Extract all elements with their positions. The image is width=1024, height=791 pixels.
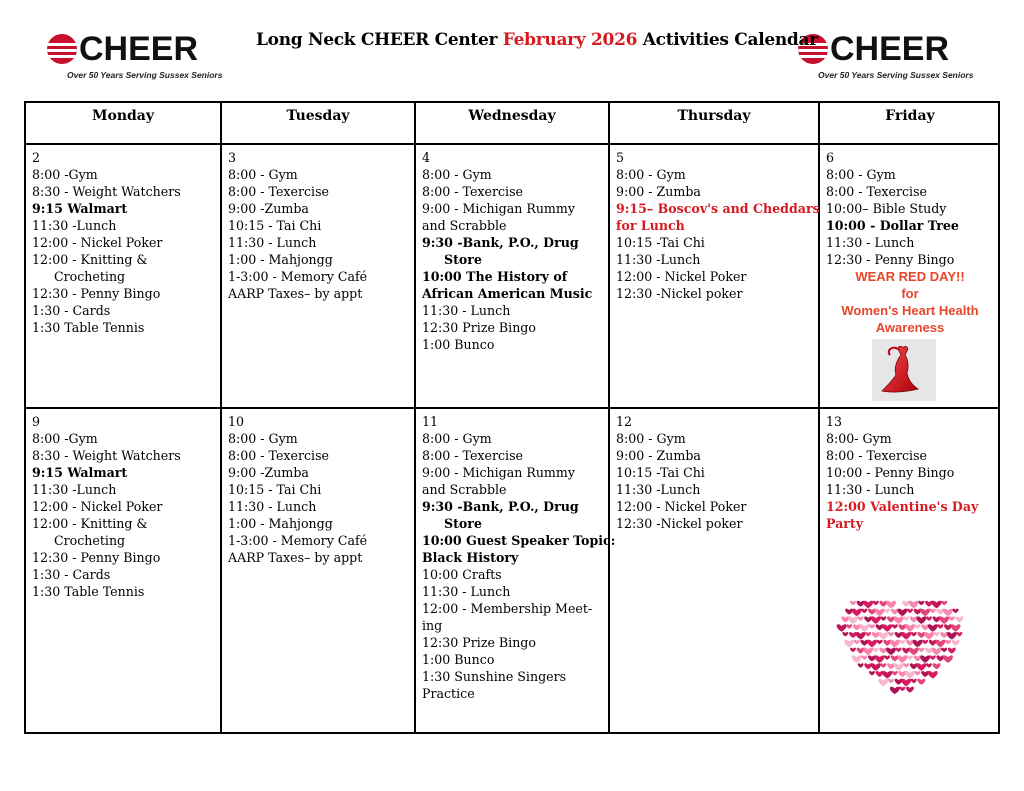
day-number: 5 <box>616 150 625 165</box>
event: 8:00 - Texercise <box>826 448 927 463</box>
small-heart-icon <box>921 671 929 677</box>
event: 9:00 - Michigan Rummy <box>422 201 575 216</box>
small-heart-icon <box>925 601 933 607</box>
small-heart-icon <box>917 679 925 685</box>
small-heart-icon <box>933 663 941 669</box>
event: for Lunch <box>616 218 685 233</box>
small-heart-icon <box>905 671 915 678</box>
small-heart-icon <box>863 648 873 655</box>
event: 1:00 - Mahjongg <box>228 252 333 267</box>
small-heart-icon <box>863 601 873 608</box>
wear-red-awareness: Awareness <box>875 320 945 335</box>
small-heart-icon <box>941 648 947 652</box>
event: 12:00 - Membership Meet- <box>422 601 593 616</box>
small-heart-icon <box>926 616 932 620</box>
small-heart-icon <box>932 601 942 608</box>
small-heart-icon <box>858 663 864 667</box>
event: 10:15 - Tai Chi <box>228 482 322 497</box>
event: 9:00 - Zumba <box>616 448 701 463</box>
event: 11:30 -Lunch <box>616 482 701 497</box>
page-title <box>256 30 818 50</box>
small-heart-icon <box>903 663 909 667</box>
small-heart-icon <box>933 616 941 622</box>
small-heart-icon <box>920 655 930 662</box>
event: 12:00 - Knitting & <box>32 252 148 267</box>
event: 8:00 - Texercise <box>228 184 329 199</box>
small-heart-icon <box>854 640 860 644</box>
title-month: February 2026 <box>502 30 638 50</box>
small-heart-icon <box>861 609 867 613</box>
event: 10:00 The History of <box>422 269 568 284</box>
small-heart-icon <box>852 655 862 662</box>
small-heart-icon <box>914 609 922 615</box>
event: 12:00 - Nickel Poker <box>32 235 163 250</box>
small-heart-icon <box>852 609 862 616</box>
day-cell-fri-w2 <box>820 409 1000 734</box>
small-heart-icon <box>945 640 951 644</box>
day-number: 2 <box>32 150 41 165</box>
event: 12:00 Valentine's Day <box>826 499 979 514</box>
small-heart-icon <box>880 616 886 620</box>
small-heart-icon <box>907 609 913 613</box>
small-heart-icon <box>943 655 953 662</box>
small-heart-icon <box>939 616 949 623</box>
small-heart-icon <box>934 632 940 636</box>
small-heart-icon <box>943 609 953 616</box>
small-heart-icon <box>846 624 852 628</box>
event: 1:00 Bunco <box>422 337 495 352</box>
small-heart-icon <box>859 624 869 631</box>
logo-text: CHEER <box>79 30 199 68</box>
valentine-heart-icon <box>826 587 976 707</box>
small-heart-icon <box>905 624 915 631</box>
event: AARP Taxes– by appt <box>228 286 363 301</box>
small-heart-icon <box>883 640 891 646</box>
small-heart-icon <box>915 671 921 675</box>
event: 9:00 -Zumba <box>228 465 309 480</box>
small-heart-icon <box>882 671 892 678</box>
small-heart-icon <box>906 640 914 646</box>
small-heart-icon <box>892 671 898 675</box>
wear-red-cause: Women's Heart Health <box>841 303 979 318</box>
small-heart-icon <box>926 663 932 667</box>
small-heart-icon <box>877 640 883 644</box>
day-number: 10 <box>228 414 245 429</box>
small-heart-icon <box>930 655 936 659</box>
small-heart-icon <box>888 632 894 636</box>
event: 8:00- Gym <box>826 431 892 446</box>
small-heart-icon <box>868 609 876 615</box>
small-heart-icon <box>902 648 910 654</box>
small-heart-icon <box>878 679 888 686</box>
small-heart-icon <box>897 655 907 662</box>
event: 11:30 - Lunch <box>228 499 317 514</box>
small-heart-icon <box>916 663 926 670</box>
day-number: 4 <box>422 150 431 165</box>
small-heart-icon <box>909 648 919 655</box>
event: 10:00 Guest Speaker Topic: <box>422 533 616 548</box>
event: African American Music <box>422 286 593 301</box>
event: 10:00 Crafts <box>422 567 502 582</box>
event: 1:30 Table Tennis <box>32 320 145 335</box>
small-heart-icon <box>949 616 955 620</box>
small-heart-icon <box>920 609 930 616</box>
small-heart-icon <box>937 624 943 628</box>
small-heart-icon <box>918 601 924 605</box>
small-heart-icon <box>952 640 960 646</box>
small-heart-icon <box>871 616 881 623</box>
small-heart-icon <box>845 609 853 615</box>
small-heart-icon <box>876 671 884 677</box>
event: Store <box>444 252 482 267</box>
event: 8:00 - Texercise <box>422 448 523 463</box>
event: 11:30 - Lunch <box>228 235 317 250</box>
small-heart-icon <box>878 632 888 639</box>
header-monday: Monday <box>26 103 222 145</box>
event: 9:30 -Bank, P.O., Drug <box>422 235 579 250</box>
small-heart-icon <box>917 632 925 638</box>
small-heart-icon <box>891 655 899 661</box>
small-heart-icon <box>837 624 847 631</box>
event: 11:30 - Lunch <box>422 303 511 318</box>
event: 1:30 Sunshine Singers <box>422 669 567 684</box>
event: 11:30 -Lunch <box>32 482 117 497</box>
small-heart-icon <box>899 687 905 691</box>
event: 12:30 - Penny Bingo <box>826 252 955 267</box>
event: 1:00 - Mahjongg <box>228 516 333 531</box>
small-heart-icon <box>903 616 909 620</box>
event: 8:00 - Gym <box>228 167 298 182</box>
small-heart-icon <box>856 632 866 639</box>
day-number: 6 <box>826 150 835 165</box>
event: Party <box>826 516 864 531</box>
small-heart-icon <box>898 624 906 630</box>
day-number: 13 <box>826 414 843 429</box>
small-heart-icon <box>857 601 865 607</box>
day-cell-fri-w1 <box>820 145 1000 409</box>
event: 9:00 -Zumba <box>228 201 309 216</box>
small-heart-icon <box>895 679 903 685</box>
small-heart-icon <box>944 624 952 630</box>
event: Practice <box>422 686 475 701</box>
day-cell-wed-w2 <box>416 409 616 734</box>
small-heart-icon <box>918 648 924 652</box>
small-heart-icon <box>858 616 864 620</box>
day-cell-wed-w1 <box>416 145 610 409</box>
small-heart-icon <box>887 663 895 669</box>
small-heart-icon <box>864 616 872 622</box>
small-heart-icon <box>948 648 956 654</box>
event: ing <box>422 618 443 633</box>
small-heart-icon <box>886 648 896 655</box>
event: 11:30 - Lunch <box>826 482 915 497</box>
header-wednesday: Wednesday <box>416 103 610 145</box>
small-heart-icon <box>951 624 961 631</box>
wear-red-for: for <box>901 286 919 301</box>
event: 9:15 Walmart <box>32 201 128 216</box>
title-prefix: Long Neck CHEER Center <box>256 30 498 50</box>
event: 11:30 -Lunch <box>32 218 117 233</box>
small-heart-icon <box>850 648 856 652</box>
small-heart-icon <box>872 632 880 638</box>
small-heart-icon <box>911 632 917 636</box>
event: 12:00 - Knitting & <box>32 516 148 531</box>
event: 8:00 - Gym <box>826 167 896 182</box>
wear-red-day-notice: WEAR RED DAY!! <box>855 269 965 284</box>
event: 12:30 -Nickel poker <box>616 286 743 301</box>
small-heart-icon <box>861 655 867 659</box>
event: 10:15 - Tai Chi <box>228 218 322 233</box>
small-heart-icon <box>857 648 865 654</box>
small-heart-icon <box>860 640 868 646</box>
small-heart-icon <box>876 624 884 630</box>
calendar-grid <box>24 101 1000 734</box>
small-heart-icon <box>947 632 957 639</box>
cheer-logo-mark-icon <box>47 34 77 64</box>
small-heart-icon <box>935 640 945 647</box>
small-heart-icon <box>841 616 849 622</box>
event: 12:30 Prize Bingo <box>422 635 536 650</box>
small-heart-icon <box>953 609 959 613</box>
event: Store <box>444 516 482 531</box>
small-heart-icon <box>915 624 921 628</box>
small-heart-icon <box>888 679 894 683</box>
small-heart-icon <box>869 671 875 675</box>
small-heart-icon <box>879 648 887 654</box>
event: 8:00 -Gym <box>32 431 98 446</box>
small-heart-icon <box>869 624 875 628</box>
small-heart-icon <box>880 663 886 667</box>
event: 8:00 - Gym <box>422 167 492 182</box>
small-heart-icon <box>910 616 918 622</box>
small-heart-icon <box>907 655 913 659</box>
event: 8:00 - Texercise <box>826 184 927 199</box>
small-heart-icon <box>848 616 858 623</box>
small-heart-icon <box>887 616 895 622</box>
event: 9:00 - Zumba <box>616 184 701 199</box>
day-cell-tue-w1 <box>222 145 416 409</box>
small-heart-icon <box>914 655 922 661</box>
small-heart-icon <box>925 648 933 654</box>
small-heart-icon <box>941 601 947 605</box>
event: Crocheting <box>54 269 126 284</box>
logo-tagline: Over 50 Years Serving Sussex Seniors <box>67 70 223 80</box>
day-cell-thu-w2 <box>610 409 820 734</box>
small-heart-icon <box>930 609 936 613</box>
event: 12:00 - Nickel Poker <box>616 499 747 514</box>
small-heart-icon <box>922 640 928 644</box>
event: 12:00 - Nickel Poker <box>32 499 163 514</box>
small-heart-icon <box>896 648 902 652</box>
day-cell-mon-w2 <box>26 409 222 734</box>
small-heart-icon <box>890 687 900 694</box>
small-heart-icon <box>956 632 962 636</box>
small-heart-icon <box>892 624 898 628</box>
event: 10:00 - Dollar Tree <box>826 218 959 233</box>
small-heart-icon <box>871 663 881 670</box>
event: 8:00 - Texercise <box>422 184 523 199</box>
small-heart-icon <box>842 632 848 636</box>
small-heart-icon <box>849 632 857 638</box>
red-dress-pin-icon <box>872 339 936 401</box>
event: Crocheting <box>54 533 126 548</box>
small-heart-icon <box>913 640 923 647</box>
event: 1:30 - Cards <box>32 567 111 582</box>
cheer-logo-left <box>45 30 223 82</box>
event: and Scrabble <box>422 218 507 233</box>
small-heart-icon <box>894 663 904 670</box>
small-heart-icon <box>921 624 929 630</box>
small-heart-icon <box>902 601 910 607</box>
logo-text: CHEER <box>830 30 950 68</box>
event: 10:00– Bible Study <box>826 201 947 216</box>
day-cell-tue-w2 <box>222 409 416 734</box>
event: 8:00 - Gym <box>616 431 686 446</box>
event: 12:30 -Nickel poker <box>616 516 743 531</box>
event: 11:30 - Lunch <box>422 584 511 599</box>
event: 1-3:00 - Memory Café <box>228 269 368 284</box>
small-heart-icon <box>928 671 938 678</box>
day-number: 9 <box>32 414 41 429</box>
logo-tagline: Over 50 Years Serving Sussex Seniors <box>818 70 974 80</box>
small-heart-icon <box>875 655 885 662</box>
small-heart-icon <box>882 624 892 631</box>
small-heart-icon <box>936 609 944 615</box>
small-heart-icon <box>906 687 914 693</box>
day-number: 12 <box>616 414 633 429</box>
small-heart-icon <box>864 663 872 669</box>
event: 11:30 - Lunch <box>826 235 915 250</box>
event: 1:00 Bunco <box>422 652 495 667</box>
event: 8:00 -Gym <box>32 167 98 182</box>
small-heart-icon <box>895 632 903 638</box>
event: 10:15 -Tai Chi <box>616 465 705 480</box>
event: 9:15– Boscov's and Cheddars <box>616 201 820 216</box>
small-heart-icon <box>898 671 906 677</box>
small-heart-icon <box>928 624 938 631</box>
small-heart-icon <box>875 609 885 616</box>
small-heart-icon <box>916 616 926 623</box>
small-heart-icon <box>932 648 942 655</box>
event: AARP Taxes– by appt <box>228 550 363 565</box>
small-heart-icon <box>894 616 904 623</box>
small-heart-icon <box>853 624 861 630</box>
event: Black History <box>422 550 519 565</box>
event: 8:00 - Gym <box>616 167 686 182</box>
event: 10:15 -Tai Chi <box>616 235 705 250</box>
day-number: 3 <box>228 150 237 165</box>
small-heart-icon <box>924 632 934 639</box>
event: 8:30 - Weight Watchers <box>32 448 181 463</box>
small-heart-icon <box>897 609 907 616</box>
small-heart-icon <box>879 601 887 607</box>
small-heart-icon <box>911 679 917 683</box>
event: 12:30 - Penny Bingo <box>32 550 161 565</box>
event: 9:30 -Bank, P.O., Drug <box>422 499 579 514</box>
event: 1:30 Table Tennis <box>32 584 145 599</box>
small-heart-icon <box>955 616 963 622</box>
small-heart-icon <box>901 632 911 639</box>
header-friday: Friday <box>820 103 1000 145</box>
small-heart-icon <box>886 601 896 608</box>
header-tuesday: Tuesday <box>222 103 416 145</box>
event: 8:00 - Texercise <box>228 448 329 463</box>
cheer-logo-right <box>796 30 974 82</box>
small-heart-icon <box>844 640 854 647</box>
small-heart-icon <box>884 609 890 613</box>
small-heart-icon <box>909 601 919 608</box>
small-heart-icon <box>873 601 879 605</box>
small-heart-icon <box>910 663 918 669</box>
title-suffix: Activities Calendar <box>642 30 818 50</box>
event: 12:00 - Nickel Poker <box>616 269 747 284</box>
event: 11:30 -Lunch <box>616 252 701 267</box>
small-heart-icon <box>865 632 871 636</box>
event: 9:15 Walmart <box>32 465 128 480</box>
small-heart-icon <box>850 601 856 605</box>
small-heart-icon <box>899 640 905 644</box>
small-heart-icon <box>884 655 890 659</box>
small-heart-icon <box>936 655 944 661</box>
event: 12:30 Prize Bingo <box>422 320 536 335</box>
small-heart-icon <box>867 640 877 647</box>
day-cell-thu-w1 <box>610 145 820 409</box>
small-heart-icon <box>940 632 948 638</box>
header-thursday: Thursday <box>610 103 820 145</box>
event: 8:00 - Gym <box>422 431 492 446</box>
small-heart-icon <box>868 655 876 661</box>
event: and Scrabble <box>422 482 507 497</box>
event: 12:30 - Penny Bingo <box>32 286 161 301</box>
event: 9:00 - Michigan Rummy <box>422 465 575 480</box>
small-heart-icon <box>891 609 899 615</box>
day-cell-mon-w1 <box>26 145 222 409</box>
small-heart-icon <box>929 640 937 646</box>
small-heart-icon <box>890 640 900 647</box>
small-heart-icon <box>901 679 911 686</box>
event: 8:00 - Gym <box>228 431 298 446</box>
event: 1:30 - Cards <box>32 303 111 318</box>
small-heart-icon <box>873 648 879 652</box>
event: 10:00 - Penny Bingo <box>826 465 955 480</box>
event: 8:30 - Weight Watchers <box>32 184 181 199</box>
event: 1-3:00 - Memory Café <box>228 533 368 548</box>
day-number: 11 <box>422 414 439 429</box>
